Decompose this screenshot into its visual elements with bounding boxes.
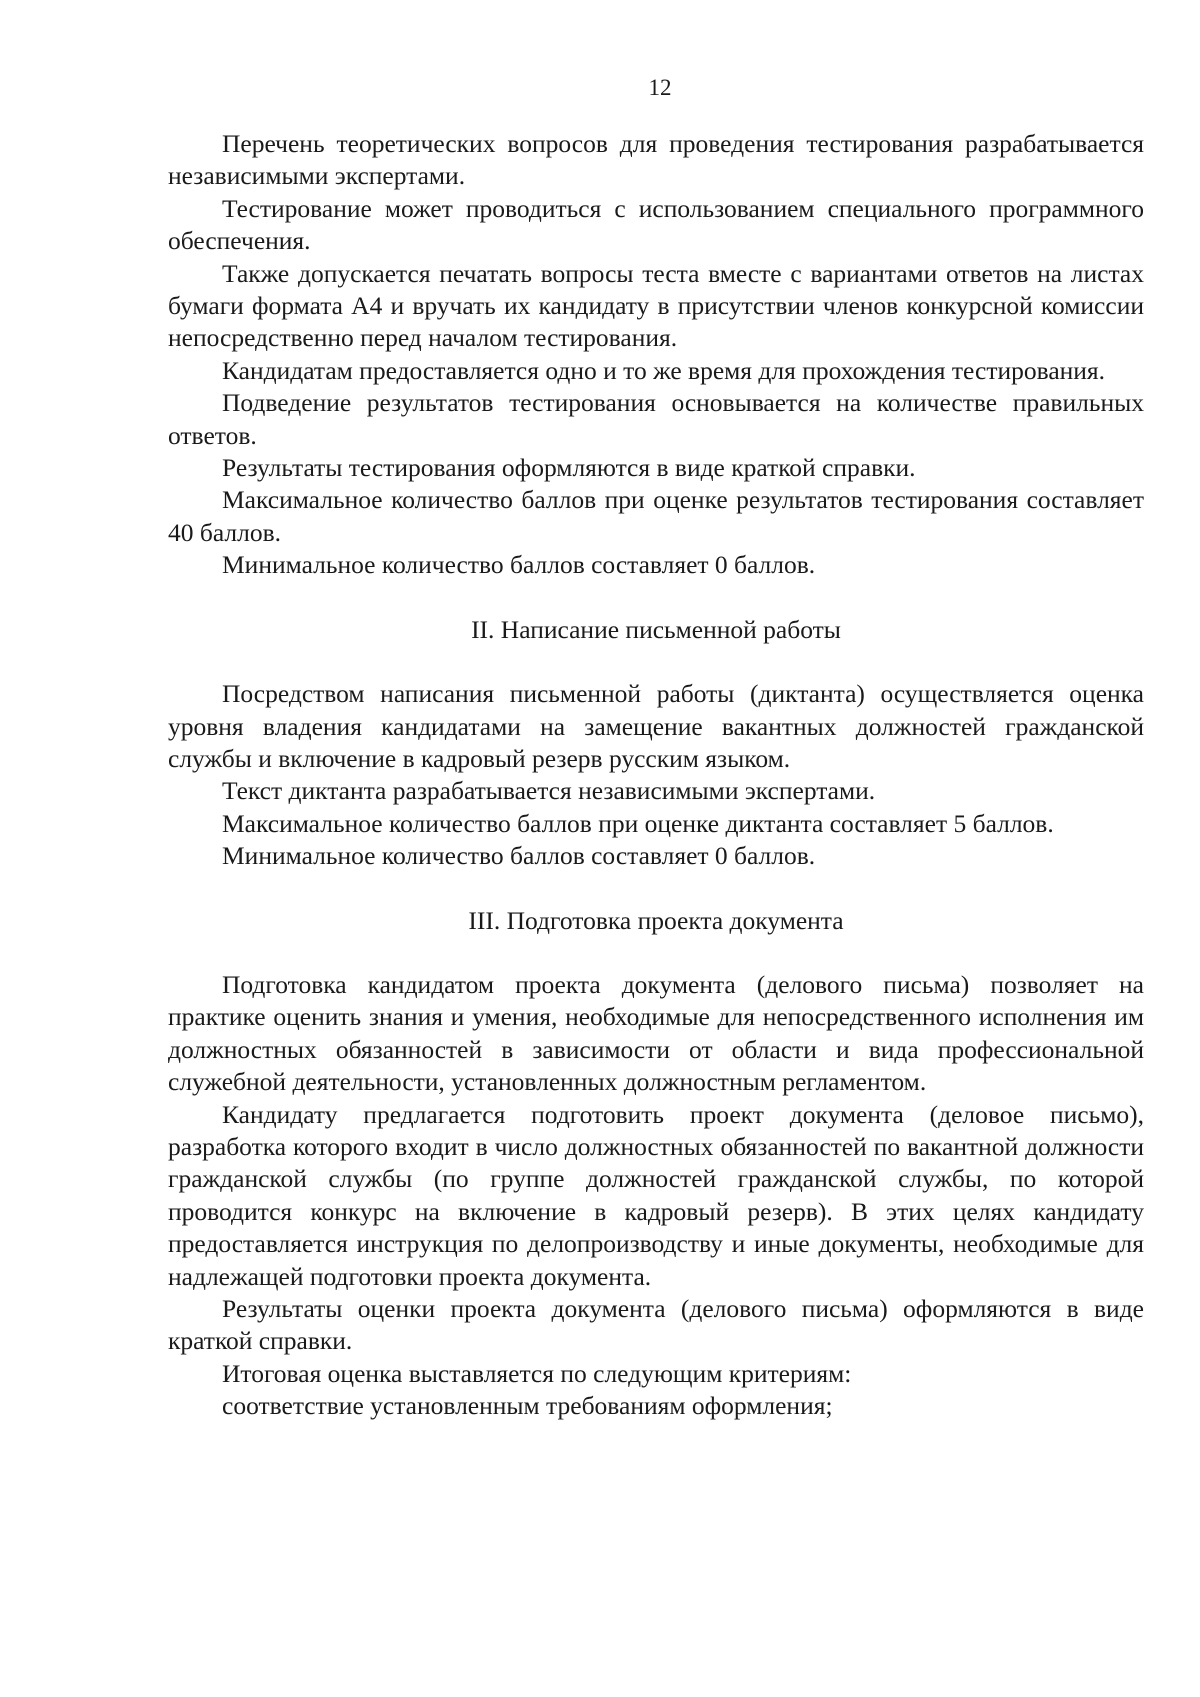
paragraph: Текст диктанта разрабатывается независимыми экспертами. — [222, 776, 876, 806]
paragraph: Подведение результатов тестирования основывается на количестве правильных ответов. — [168, 388, 1144, 450]
paragraph: Результаты тестирования оформляются в виде краткой справки. — [222, 453, 916, 483]
paragraph: Кандидату предлагается подготовить проект документа (деловое письмо), разработка которого входит в число должностных обязанностей по вакантной должности гражданской службы (по группе должностей гражданской службы, по которой проводится конкурс на включение в кадровый резерв). В этих целях кандидату предоставляется инструкция по делопроизводству и иные документы, необходимые для надлежащей подготовки проекта документа. — [168, 1099, 1144, 1291]
section-heading: III. Подготовка проекта документа — [468, 905, 844, 935]
paragraph: Посредством написания письменной работы (диктанта) осуществляется оценка уровня владения кандидатами на замещение вакантных должностей гражданской службы и включение в кадровый резерв русским языком. — [168, 679, 1144, 773]
section-heading: II. Написание письменной работы — [471, 614, 841, 644]
paragraph: Подготовка кандидатом проекта документа (делового письма) позволяет на практике оценить знания и умения, необходимые для непосредственного исполнения им должностных обязанностей в зависимости от области и вида профессиональной служебной деятельности, установленных должностным регламентом. — [168, 969, 1144, 1097]
paragraph: Максимальное количество баллов при оценке результатов тестирования составляет 40 баллов. — [168, 485, 1144, 547]
paragraph: Максимальное количество баллов при оценке диктанта составляет 5 баллов. — [222, 808, 1054, 838]
paragraph: Кандидатам предоставляется одно и то же время для прохождения тестирования. — [222, 355, 1106, 385]
paragraph: Перечень теоретических вопросов для проведения тестирования разрабатывается независимыми экспертами. — [168, 129, 1144, 191]
paragraph: Итоговая оценка выставляется по следующим критериям: — [222, 1358, 852, 1388]
paragraph: Результаты оценки проекта документа (делового письма) оформляются в виде краткой справки. — [168, 1294, 1144, 1356]
paragraph: Минимальное количество баллов составляет 0 баллов. — [222, 550, 816, 580]
paragraph: соответствие установленным требованиям оформления; — [222, 1391, 833, 1421]
document-body — [168, 128, 1144, 1423]
paragraph: Тестирование может проводиться с использованием специального программного обеспечения. — [168, 193, 1144, 256]
paragraph: Минимальное количество баллов составляет 0 баллов. — [222, 841, 816, 871]
paragraph: Также допускается печатать вопросы теста вместе с вариантами ответов на листах бумаги формата А4 и вручать их кандидату в присутствии членов конкурсной комиссии непосредственно перед началом тестирования. — [168, 258, 1144, 353]
page-number: 12 — [648, 75, 672, 100]
